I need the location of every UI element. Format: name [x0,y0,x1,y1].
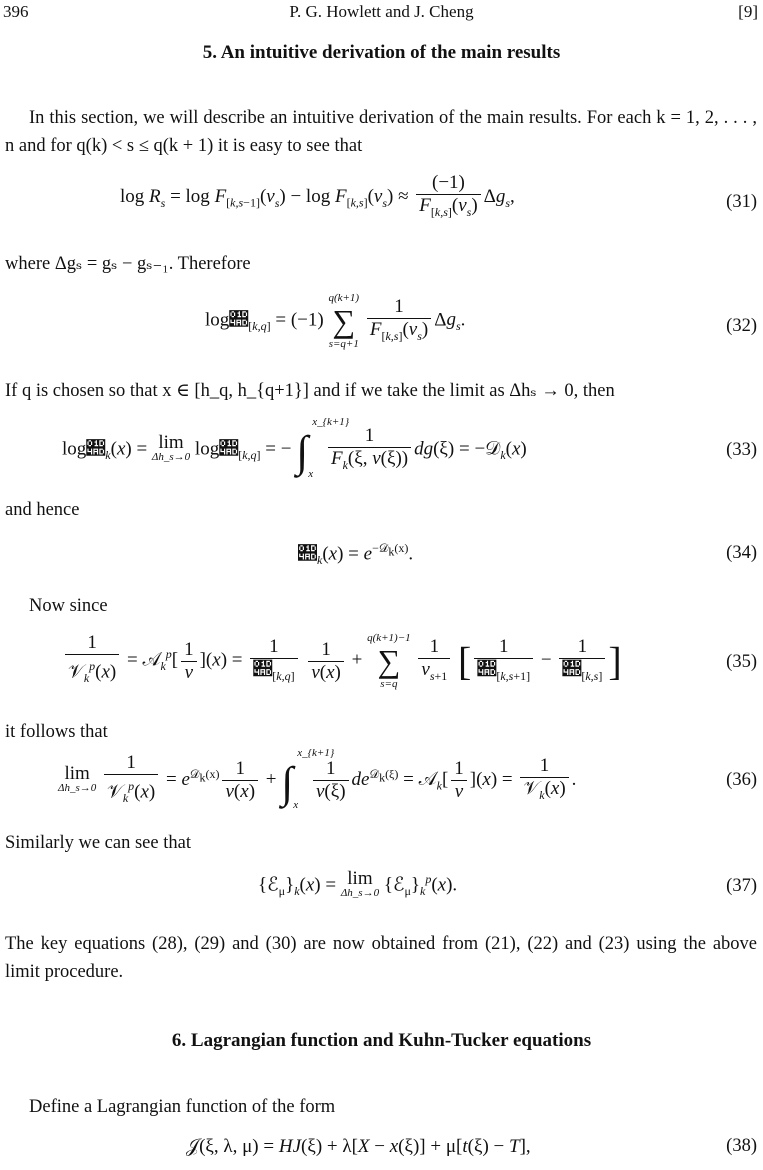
equation-32: $\log𝒭_{[k,q]} = (-1)$ q(k+1) ∑ s=q+1 $\frac{1}{F_{[k,s]}(v_s)}$ $\Delta g_s$. [205,292,466,350]
running-head: P. G. Howlett and J. Cheng [289,2,474,21]
paragraph-define: Define a Lagrangian function of the form [29,1097,336,1117]
equation-37: $\{ℰ_\mu\}_k(x) = \lim$ Δh_s→0 $\{ℰ_\mu\}_k^p(x)$. [258,868,458,899]
equation-31: $\log R_s = \log F_{[k,s-1]}(v_s) - \log F_{[k,s]}(v_s)$ ≈ $\frac{(-1)}{F_{[k,s]}(v_s)}$ $\Delta g_s$, [120,172,515,223]
section-5-heading: 5. An intuitive derivation of the main results [202,42,561,63]
page-number: 396 [3,2,29,21]
paragraph-hence: and hence [5,500,80,520]
equation-34: $𝒭_k(x) = e^{-𝒟_k(x)}$. [298,541,414,568]
paragraph-it-follows: it follows that [5,722,108,742]
equation-number: (34) [726,543,757,563]
section-6-heading: 6. Lagrangian function and Kuhn-Tucker equations [171,1030,592,1051]
paragraph-key-equations: The key equations (28), (29) and (30) are now obtained from (21), (22) and (23) using the above limit procedure. [5,934,757,982]
reference-tag: [9] [738,2,758,21]
equation-36: lim Δh_s→0 $\frac{1}{𝒱_k^p(x)}$ = $e^{𝒟_k(x)}$ $\frac{1}{v(x)}$ + ∫ x_{k+1} x $\frac{1}{v(\xi)}$ $de^{𝒟_k(\xi)}$ = 𝒜$_k$[ $\frac{1}{v}$ ](x) = $\frac{1}{𝒱_k(x)}$ . [58,746,577,811]
equation-35: $\frac{1}{𝒱_k^p(x)}$ = 𝒜$_k^p$[ $\frac{1}{v}$ ](x) = $\frac{1}{𝒭_{[k,q]}}$ $\frac{1}{v(x)}$ + q(k+1)−1 ∑ s=q $\frac{1}{v_{s+1}}$ [ $\frac{1}{𝒭_{[k,s+1]}}$ − $\frac{1}{𝒭_{[k,s]}}$ ] [62,632,622,690]
equation-number: (38) [726,1136,757,1156]
equation-number: (35) [726,652,757,672]
equation-33: $\log𝒭_k(x) = \lim$ Δh_s→0 $\log𝒭_{[k,q]}$ = − ∫ x_{k+1} x $\frac{1}{F_k(\xi, v(\xi))}$ dg(ξ) = −𝒟$_k$(x) [62,416,527,480]
equation-38: 𝒥(ξ, λ, μ) = HJ(ξ) + λ[X − x(ξ)] + μ[t(ξ) − T], [186,1136,531,1157]
paragraph-intro: In this section, we will describe an intuitive derivation of the main results. For each k = 1, 2, . . . , n and for q(k) < s ≤ q(k + 1) it is easy to see that [5,108,757,156]
paragraph-limit: If q is chosen so that x ∈ [h_q, h_{q+1}] and if we take the limit as Δhₛ → 0, then [5,381,615,401]
equation-number: (37) [726,876,757,896]
equation-number: (36) [726,770,757,790]
equation-number: (33) [726,440,757,460]
paragraph-similarly: Similarly we can see that [5,833,191,853]
paragraph-now-since: Now since [29,596,108,616]
equation-number: (32) [726,316,757,336]
paragraph-where: where Δgₛ = gₛ − gₛ₋₁. Therefore [5,254,251,274]
equation-number: (31) [726,192,757,212]
